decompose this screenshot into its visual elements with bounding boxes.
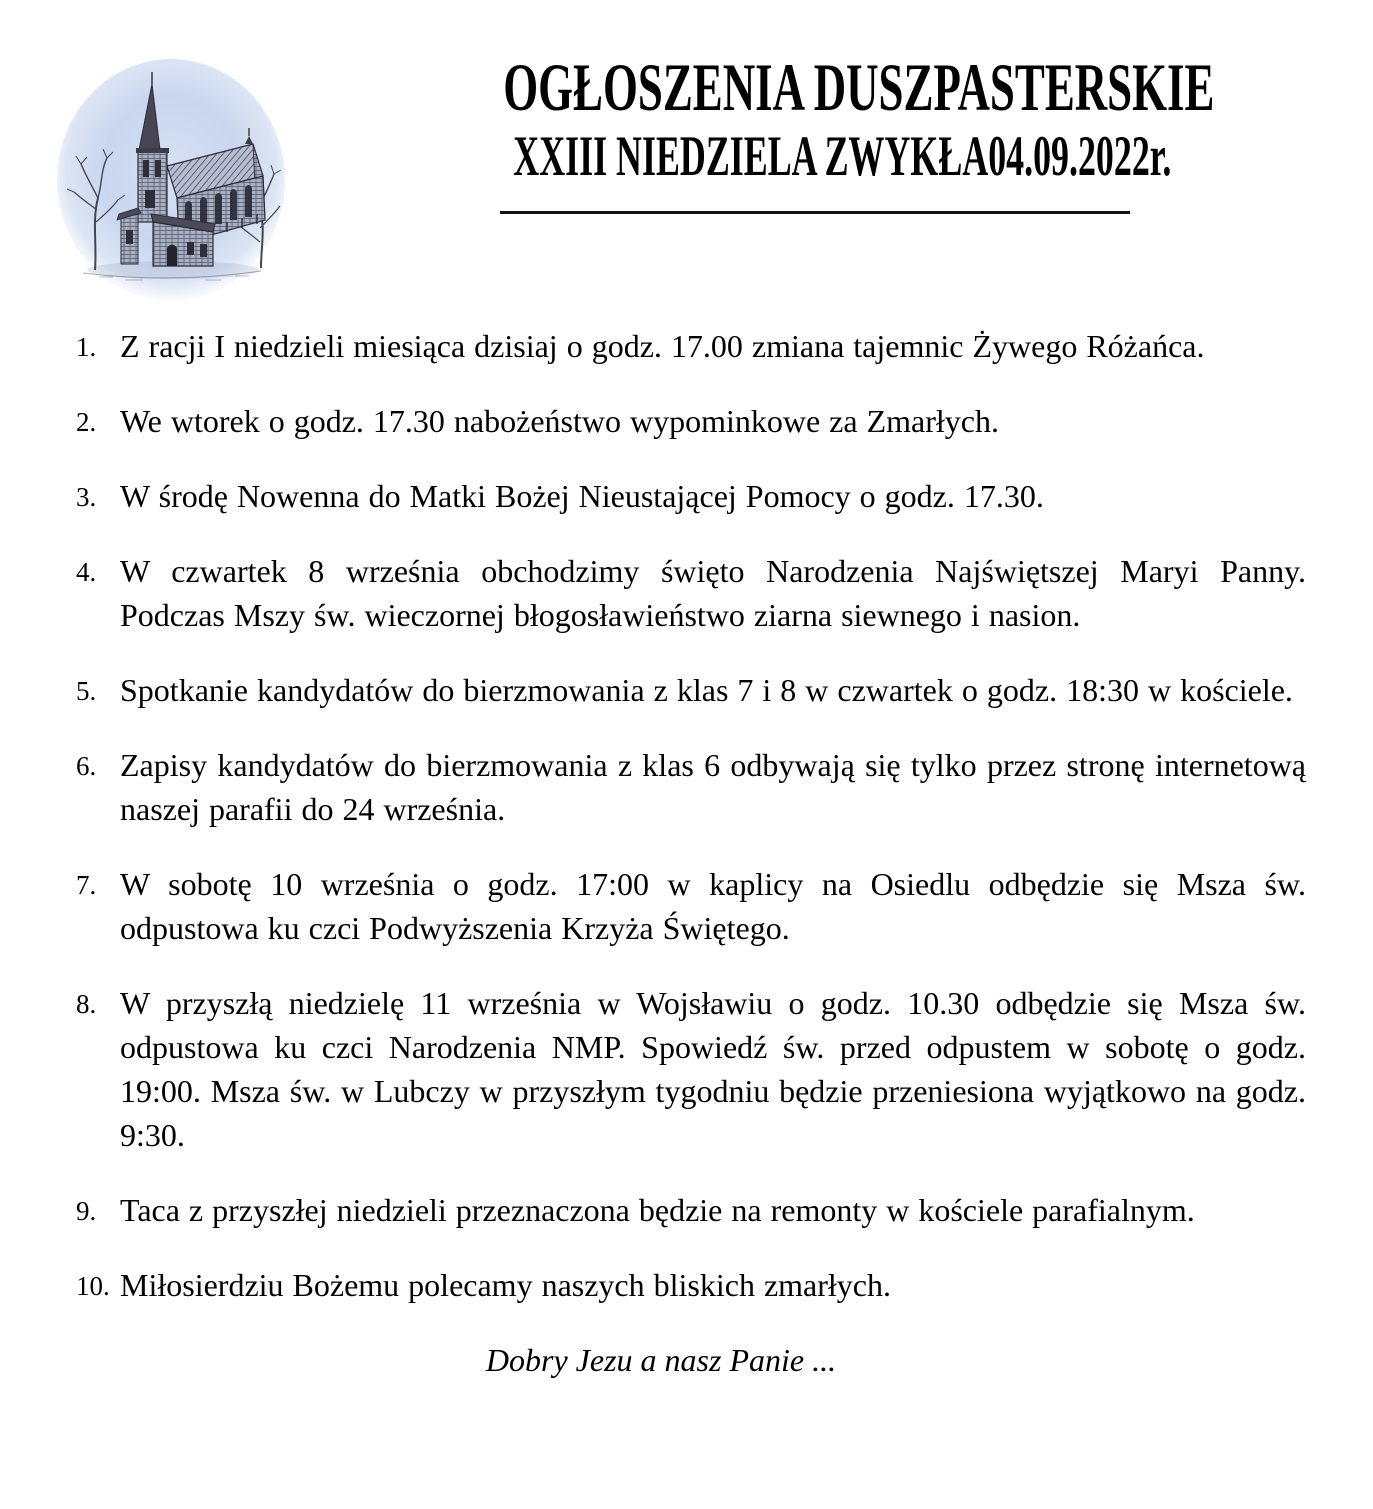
- item-number: 7.: [76, 870, 97, 900]
- item-text: W sobotę 10 września o godz. 17:00 w kaplicy na Osiedlu odbędzie się Msza św. odpustowa ku czci Podwyższenia Krzyża Świętego.: [120, 866, 1306, 946]
- announcements-list: [76, 324, 1306, 1382]
- item-text: Z racji I niedzieli miesiąca dzisiaj o godz. 17.00 zmiana tajemnic Żywego Różańca.: [120, 328, 1205, 364]
- page-title-text: OGŁOSZENIA DUSZPASTERSKIE: [503, 49, 1215, 125]
- item-number: 5.: [76, 676, 97, 706]
- page-title: [320, 50, 1290, 125]
- item-text: Taca z przyszłej niedzieli przeznaczona będzie na remonty w kościele parafialnym.: [120, 1192, 1195, 1228]
- item-text: W czwartek 8 września obchodzimy święto Narodzenia Najświętszej Maryi Panny. Podczas Mszy św. wieczornej błogosławieństwo ziarna siewnego i nasion.: [120, 553, 1306, 633]
- item-text: W środę Nowenna do Matki Bożej Nieustającej Pomocy o godz. 17.30.: [120, 478, 1044, 514]
- announcement-item: [76, 743, 1306, 831]
- page-subtitle-text: XXIII NIEDZIELA ZWYKŁA04.09.2022r.: [513, 125, 1172, 188]
- page-subtitle: [320, 127, 1290, 187]
- announcement-item: [76, 474, 1306, 518]
- item-number: 6.: [76, 751, 97, 781]
- announcement-item: [76, 399, 1306, 443]
- item-number: 1.: [76, 332, 97, 362]
- announcement-item: [76, 549, 1306, 637]
- item-text: We wtorek o godz. 17.30 nabożeństwo wypominkowe za Zmarłych.: [120, 403, 999, 439]
- item-number: 2.: [76, 407, 97, 437]
- item-text: Spotkanie kandydatów do bierzmowania z klas 7 i 8 w czwartek o godz. 18:30 w kościele.: [120, 672, 1293, 708]
- item-text: Zapisy kandydatów do bierzmowania z klas 6 odbywają się tylko przez stronę internetową naszej parafii do 24 września.: [120, 747, 1306, 827]
- church-sketch-icon: [55, 58, 287, 302]
- item-number: 3.: [76, 482, 97, 512]
- item-number: 9.: [76, 1196, 97, 1226]
- announcement-item: [76, 981, 1306, 1157]
- item-number: 8.: [76, 989, 97, 1019]
- announcement-item: [76, 862, 1306, 950]
- announcement-item: [76, 668, 1306, 712]
- announcement-item: [76, 324, 1306, 368]
- item-text: W przyszłą niedzielę 11 września w Wojsławiu o godz. 10.30 odbędzie się Msza św. odpustowa ku czci Narodzenia NMP. Spowiedź św. przed odpustem w sobotę o godz. 19:00. Msza św. w Lubczy w przyszłym tygodniu będzie przeniesiona wyjątkowo na godz. 9:30.: [120, 985, 1306, 1153]
- divider-line: [500, 211, 1130, 214]
- church-image: [55, 58, 287, 302]
- item-number: 4.: [76, 557, 97, 587]
- document-header: [320, 50, 1290, 214]
- closing-line: Dobry Jezu a nasz Panie ...: [485, 1342, 837, 1378]
- announcement-item: [76, 1188, 1306, 1232]
- item-text: Miłosierdziu Bożemu polecamy naszych bliskich zmarłych.: [120, 1267, 891, 1303]
- announcement-item: [76, 1263, 1306, 1307]
- item-number: 10.: [76, 1271, 110, 1301]
